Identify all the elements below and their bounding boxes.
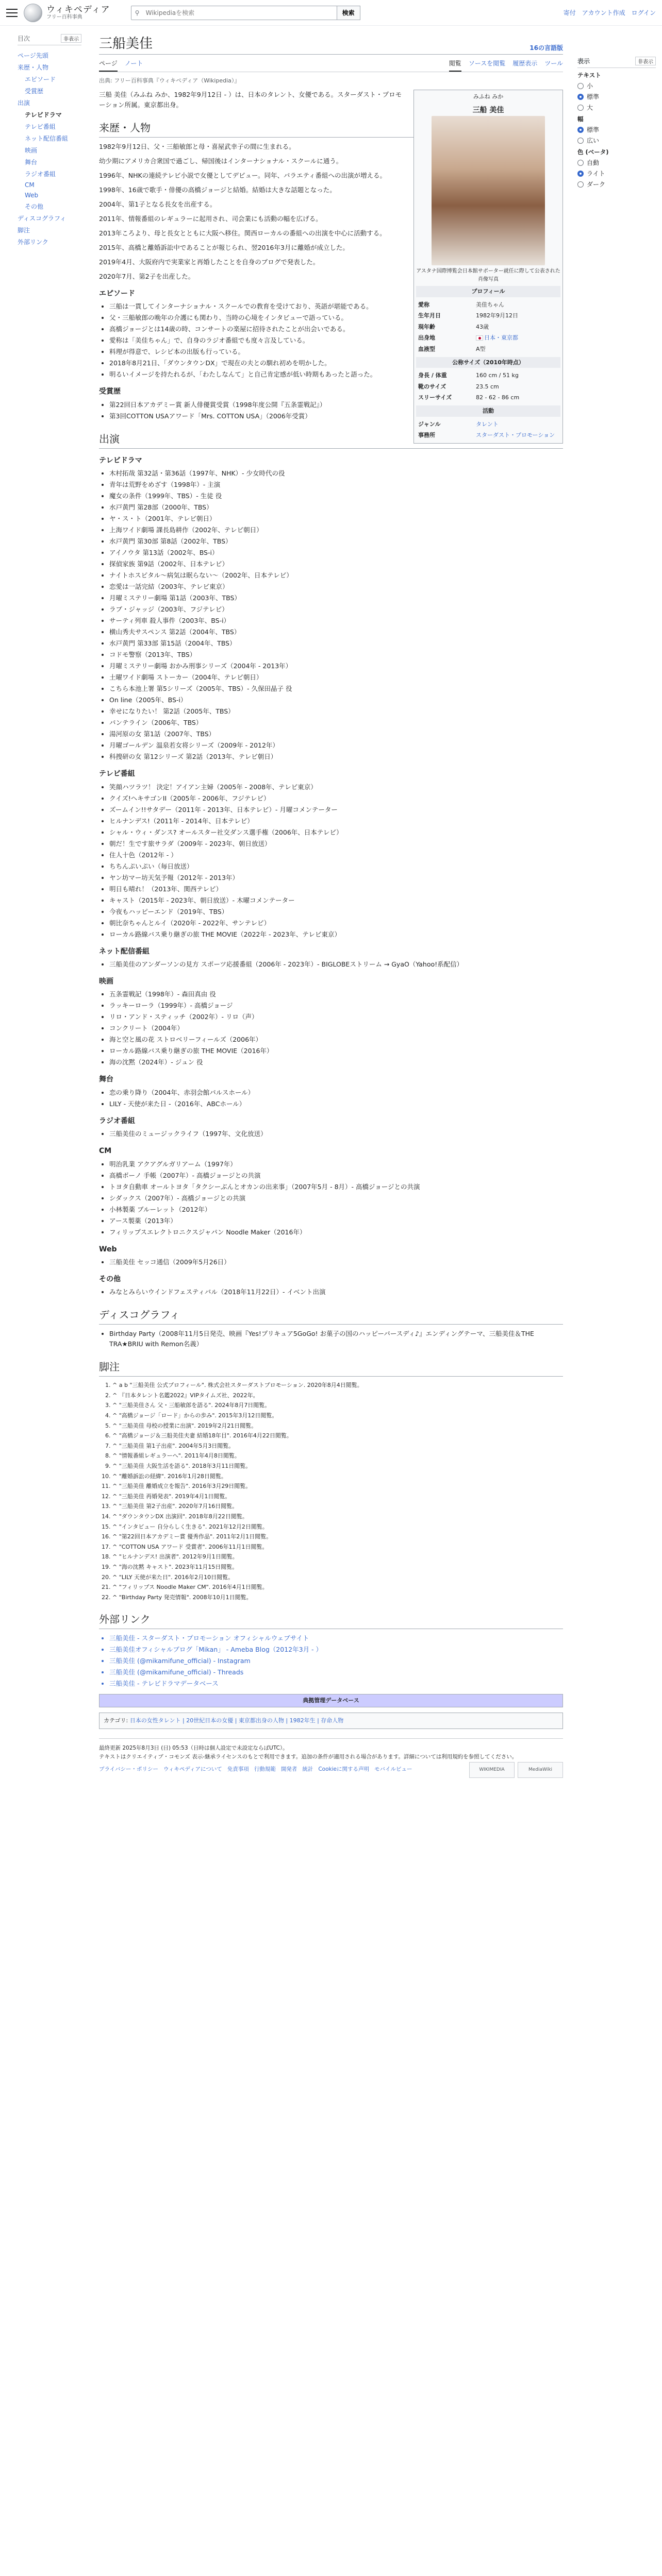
infobox-size-table: 身長 / 体重 160 cm / 51 kg 靴のサイズ 23.5 cm スリーサイズ 82 - 62 - 86 cm <box>418 372 520 401</box>
net-list <box>109 959 563 970</box>
web-item: • 三船美佳 セッコ通信（2009年5月26日） <box>109 1257 563 1267</box>
heading-discography: ディスコグラフィ <box>99 1307 563 1325</box>
wikimedia-badge[interactable]: WIKIMEDIA <box>469 1762 515 1778</box>
links-item[interactable]: • 三船美佳 - スターダスト・プロモーション オフィシャルウェブサイト <box>109 1633 563 1643</box>
footer <box>99 1738 563 1784</box>
toc-item[interactable]: 受賞歴 <box>25 88 44 95</box>
infobox-profile-table: 愛称 美佳ちゃん 生年月日 1982年9月12日 現年齢 43歳 出身地 日本・東京都 血液型 A型 <box>418 301 518 352</box>
drama-item: • 水戸黄門 第28部（2000年、TBS） <box>109 502 563 513</box>
toc-heading: 目次 <box>18 35 30 42</box>
drama-item: • 土曜ワイド劇場 ストーカー（2004年、テレビ朝日） <box>109 672 563 683</box>
tab-view-source[interactable]: ソースを閲覧 <box>468 60 506 67</box>
tv-item: • ローカル路線バス乗り継ぎの旅 THE MOVIE（2022年 - 2023年、テレビ東京） <box>109 929 563 940</box>
links-item[interactable]: • 三船美佳 - テレビドラマデータベース <box>109 1679 563 1689</box>
text-size-small[interactable]: 小 <box>577 81 656 90</box>
main-menu-icon[interactable] <box>6 9 18 17</box>
biography-paragraph: 1996年、NHKの連続テレビ小説で女優としてデビュー。同年、バラエティ番組への出演が増える。 <box>99 172 387 179</box>
last-edit: 最終更新 2025年8月3日 (日) 05:53（日時は個人設定で未設定ならばUTC）。 <box>99 1744 288 1751</box>
drama-item: • こちら本池上署 第5シリーズ（2005年、TBS）- 久保田晶子 役 <box>109 684 563 694</box>
drama-item: • ナイトホスピタル〜病気は眠らない〜（2002年、日本テレビ） <box>109 570 563 581</box>
toc-item[interactable]: テレビドラマ <box>25 111 62 118</box>
article-body <box>99 90 563 1729</box>
tv-item: • ヒルナンデス!（2011年 - 2014年、日本テレビ） <box>109 816 563 826</box>
infobox-section-profile: プロフィール <box>416 286 560 297</box>
tv-item: • 朝だ！生です旅サラダ（2009年 - 2023年、朝日放送） <box>109 839 563 849</box>
infobox-section-activity: 活動 <box>416 405 560 417</box>
notes-item: 5. ^ "三船美佳 母校の授業に出演". 2019年2月21日閲覧。 <box>112 1421 563 1431</box>
width-label: 幅 <box>577 115 584 123</box>
tv-item: • ちちんぷいぷい（毎日放送） <box>109 861 563 872</box>
notes-item: 22. ^ "Birthday Party 発売情報". 2008年10月1日閲覧。 <box>112 1593 563 1602</box>
stage-item: • LILY - 天使が来た日 -（2016年、ABCホール） <box>109 1099 563 1109</box>
cm-item: • アース製薬（2013年） <box>109 1216 563 1226</box>
toc-item[interactable]: ページ先頭 <box>18 52 48 59</box>
film-item: • ローカル路線バス乗り継ぎの旅 THE MOVIE（2016年） <box>109 1046 563 1056</box>
infobox-reading: みふね みか <box>473 93 504 100</box>
episodes-item: • 明るいイメージを持たれるが、「わたしなんて」と自己肯定感が低い時期もあったと語った。 <box>109 369 563 380</box>
drama-item: • 幸せになりたい！ 第2話（2005年、TBS） <box>109 706 563 717</box>
footer-link[interactable]: 開発者 <box>280 1766 297 1773</box>
text-size-standard[interactable]: 標準 <box>577 92 656 101</box>
width-wide[interactable]: 広い <box>577 136 656 145</box>
tab-page[interactable]: ページ <box>99 56 118 72</box>
footer-link[interactable]: Cookieに関する声明 <box>318 1766 369 1773</box>
heading-radio: ラジオ番組 <box>99 1116 135 1125</box>
table-of-contents <box>0 26 88 1729</box>
japan-flag-icon <box>476 335 483 341</box>
infobox-name: 三船 美佳 <box>472 106 504 114</box>
tab-talk[interactable]: ノート <box>124 60 143 67</box>
episodes-item: • 三船は一貫してインターナショナル・スクールでの教育を受けており、英語が堪能である。 <box>109 301 563 312</box>
color-dark[interactable]: ダーク <box>577 180 656 189</box>
appearance-hide-button[interactable]: 非表示 <box>635 57 656 65</box>
film-list <box>109 989 563 1067</box>
color-light[interactable]: ライト <box>577 169 656 178</box>
drama-item: • ヤ・ス・ト（2001年、テレビ朝日） <box>109 514 563 524</box>
cm-item: • 高橋ボーノ 手帳（2007年）- 高橋ジョージとの共演 <box>109 1171 563 1181</box>
drama-item: • 月曜ミステリー劇場 おかみ刑事シリーズ（2004年 - 2013年） <box>109 661 563 671</box>
tv-item: • シャル・ウィ・ダンス? オールスター社交ダンス選手権（2006年、日本テレビ） <box>109 827 563 838</box>
drama-list <box>109 468 563 762</box>
film-item: • ラッキーローラ（1999年）- 高橋ジョージ <box>109 1001 563 1011</box>
header <box>0 0 662 26</box>
biography-paragraph: 2015年、高橋と離婚訴訟中であることが報じられ、翌2016年3月に離婚が成立した。 <box>99 244 349 251</box>
biography-paragraph: 幼少期にアメリカ合衆国で過ごし、帰国後はインターナショナル・スクールに通う。 <box>99 157 343 165</box>
episodes-item: • 愛称は「美佳ちゃん」で、自身のラジオ番組でも度々言及している。 <box>109 335 563 346</box>
drama-item: • 魔女の条件（1999年、TBS）- 生徒 役 <box>109 491 563 501</box>
links-item[interactable]: • 三船美佳オフィシャルブログ「Mikan」 - Ameba Blog（2012年3月 - ） <box>109 1645 563 1655</box>
infobox-section-size: 公称サイズ（2010年時点） <box>416 357 560 368</box>
cm-item: • シダックス（2007年）- 高橋ジョージとの共演 <box>109 1193 563 1204</box>
intro-paragraph: 三船 美佳（みふね みか、1982年9月12日 - ）は、日本のタレント、女優である。スターダスト・プロモーション所属。東京都出身。 <box>99 91 402 109</box>
language-button[interactable]: 16の言語版 <box>529 44 563 52</box>
drama-item: • 木村拓哉 第32話・第36話（1997年、NHK）- 少女時代の役 <box>109 468 563 479</box>
toc-item[interactable]: ネット配信番組 <box>25 135 69 142</box>
toc-item[interactable]: 出演 <box>18 99 30 107</box>
drama-item: • 水戸黄門 第30部 第8話（2002年、TBS） <box>109 536 563 547</box>
biography-paragraph: 2020年7月、第2子を出産した。 <box>99 273 195 280</box>
tv-item: • ヤン坊マー坊天気予報（2012年 - 2013年） <box>109 873 563 883</box>
drama-item: • アイノウタ 第13話（2002年、BS-i） <box>109 548 563 558</box>
notes-item: 6. ^ "高橋ジョージ＆三船美佳夫妻 結婚18年目". 2016年4月22日閲覧。 <box>112 1431 563 1440</box>
episodes-item: • 料理が得意で、レシピ本の出版も行っている。 <box>109 347 563 357</box>
drama-item: • 水戸黄門 第33部 第15話（2004年、TBS） <box>109 638 563 649</box>
width-standard[interactable]: 標準 <box>577 125 656 134</box>
toc-item[interactable]: ディスコグラフィ <box>18 215 67 222</box>
tv-item: • クイズ!ヘキサゴンII（2005年 - 2006年、フジテレビ） <box>109 793 563 804</box>
source-line: 出典: フリー百科事典『ウィキペディア（Wikipedia）』 <box>99 77 240 84</box>
heading-notes: 脚注 <box>99 1359 563 1377</box>
toc-hide-button[interactable]: 非表示 <box>61 34 81 43</box>
cm-item: • トヨタ自動車 オールトヨタ「タクシーぶんとオカンの出来事」（2007年5月 - 8月）- 高橋ジョージとの共演 <box>109 1182 563 1192</box>
notes-item: 11. ^ "三船美佳 離婚成立を報告". 2016年3月29日閲覧。 <box>112 1482 563 1491</box>
biography-paragraph: 1998年、16歳で歌手・俳優の高橋ジョージと結婚。結婚は大きな話題となった。 <box>99 186 336 194</box>
notes-item: 10. ^ "離婚訴訟の経緯". 2016年1月28日閲覧。 <box>112 1472 563 1481</box>
toc-item[interactable]: 映画 <box>25 147 38 154</box>
toc-item[interactable]: ラジオ番組 <box>25 171 56 178</box>
awards-item: • 第22回日本アカデミー賞 新人俳優賞受賞（1998年度公開『五条霊戦記』） <box>109 400 563 410</box>
drama-item: • 月曜ミステリー劇場 第1話（2003年、TBS） <box>109 593 563 603</box>
license-text: テキストはクリエイティブ・コモンズ 表示-継承ライセンスのもとで利用できます。追加の条件が適用される場合があります。詳細については利用規約を参照してください。 <box>99 1754 518 1760</box>
drama-item: • 恋愛は一話完結（2003年、テレビ東京） <box>109 582 563 592</box>
notes-item: 9. ^ "三船美佳 大阪生活を語る". 2018年3月11日閲覧。 <box>112 1462 563 1471</box>
heading-other: その他 <box>99 1275 121 1283</box>
disco-item: • Birthday Party（2008年11月5日発売、映画『Yes!プリキュア5GoGo! お菓子の国のハッピーバースディ♪』エンディングテーマ、三船美佳＆THE TRA★BRIU with Remon名義） <box>109 1329 563 1349</box>
notes-item: 17. ^ "COTTON USA アワード 受賞者". 2006年11月1日閲覧。 <box>112 1543 563 1552</box>
drama-item: • 湯河原の女 第1話（2007年、TBS） <box>109 729 563 739</box>
drama-item: • On line（2005年、BS-i） <box>109 695 563 705</box>
cm-item: • 明治乳業 アクアグルガリアーム（1997年） <box>109 1159 563 1170</box>
notes-item: 15. ^ "インタビュー 自分らしく生きる". 2021年12月2日閲覧。 <box>112 1522 563 1532</box>
heading-film: 映画 <box>99 977 113 986</box>
tab-tools[interactable]: ツール <box>544 60 563 67</box>
notes-item: 12. ^ "三船美佳 再婚発表". 2019年4月1日閲覧。 <box>112 1492 563 1501</box>
radio-list <box>109 1129 563 1139</box>
notes-item: 3. ^ "三船美佳さん 父・三船敏郎を語る". 2024年8月7日閲覧。 <box>112 1401 563 1410</box>
discography-list <box>109 1329 563 1349</box>
film-item: • リロ・アンド・スティッチ（2002年）- リロ（声） <box>109 1012 563 1022</box>
biography-paragraph: 2013年ころより、母と長女とともに大阪へ移住。関西ローカルの番組への出演を中心に活動する。 <box>99 229 386 237</box>
heading-biography: 来歴・人物 <box>99 120 563 138</box>
heading-appearances: 出演 <box>99 431 563 449</box>
heading-cm: CM <box>99 1147 112 1156</box>
film-item: • 海の沈黙（2024年）- ジュン 役 <box>109 1057 563 1067</box>
notes-item: 7. ^ "三船美佳 第1子出産". 2004年5月3日閲覧。 <box>112 1442 563 1451</box>
notes-item: 14. ^ "ダウンタウンDX 出演回". 2018年8月22日閲覧。 <box>112 1512 563 1521</box>
page-tabs <box>99 56 563 72</box>
drama-item: • ラブ・ジャッジ（2003年、フジテレビ） <box>109 604 563 615</box>
tab-history[interactable]: 履歴表示 <box>512 60 538 67</box>
create-account-link[interactable]: アカウント作成 <box>582 9 625 16</box>
tab-read[interactable]: 閲覧 <box>449 56 461 72</box>
authority-control-navbox: 典拠管理データベース <box>99 1694 563 1707</box>
notes-item: 19. ^ "海の沈黙 キャスト". 2023年11月15日閲覧。 <box>112 1563 563 1572</box>
drama-item: • 月曜ゴールデン 温泉若女将シリーズ（2009年 - 2012年） <box>109 740 563 751</box>
text-size-label: テキスト <box>577 72 601 79</box>
footer-link[interactable]: ウィキペディアについて <box>163 1766 222 1773</box>
notes-item: 1. ^ a b "三船美佳 公式プロフィール". 株式会社スターダストプロモーション. 2020年8月4日閲覧。 <box>112 1381 563 1390</box>
toc-item[interactable]: 舞台 <box>25 159 38 166</box>
film-item: • コンクリート（2004年） <box>109 1023 563 1033</box>
biography-paragraph: 2004年、第1子となる長女を出産する。 <box>99 200 217 208</box>
tv-item: • 朝比奈ちゃんとルイ（2020年 - 2022年、サンテレビ） <box>109 918 563 928</box>
drama-item: • 横山秀夫サスペンス 第2話（2004年、TBS） <box>109 627 563 637</box>
notes-item: 20. ^ "LILY 天使が来た日". 2016年2月10日閲覧。 <box>112 1573 563 1582</box>
page-title: 三船美佳 <box>99 36 153 52</box>
footer-link[interactable]: 統計 <box>302 1766 313 1773</box>
drama-item: • コドモ警察（2013年、TBS） <box>109 650 563 660</box>
toc-item[interactable]: Web <box>25 192 39 199</box>
color-auto[interactable]: 自動 <box>577 158 656 167</box>
login-link[interactable]: ログイン <box>631 9 656 16</box>
heading-external-links: 外部リンク <box>99 1611 563 1629</box>
tv-item: • ズームイン!!サタデー（2011年 - 2013年、日本テレビ）- 月曜コメンテーター <box>109 805 563 815</box>
search-form <box>131 6 360 20</box>
heading-stage: 舞台 <box>99 1075 113 1084</box>
heading-tv: テレビ番組 <box>99 770 135 778</box>
footer-link[interactable]: モバイルビュー <box>374 1766 412 1773</box>
toc-item[interactable]: 脚注 <box>18 227 30 234</box>
logo-subtitle: フリー百科事典 <box>46 14 82 21</box>
drama-item: • サーティ列車 殺人事件（2003年、BS-i） <box>109 616 563 626</box>
episodes-item: • 父・三船敏郎の晩年の介護にも関わり、当時の心境をインタビューで語っている。 <box>109 313 563 323</box>
appearance-panel <box>572 26 662 1729</box>
mediawiki-badge[interactable]: MediaWiki <box>518 1762 563 1778</box>
site-logo[interactable] <box>24 4 110 22</box>
infobox <box>413 90 563 444</box>
notes-item: 16. ^ "第22回日本アカデミー賞 優秀作品". 2011年2月1日閲覧。 <box>112 1532 563 1541</box>
notes-item: 18. ^ "ヒルナンデス! 出演者". 2012年9月1日閲覧。 <box>112 1552 563 1562</box>
biography-paragraph: 2011年、情報番組のレギュラーに起用され、司会業にも活動の幅を広げる。 <box>99 215 322 223</box>
external-links-list <box>109 1633 563 1689</box>
film-item: • 五条霊戦記（1998年）- 森田真由 役 <box>109 989 563 999</box>
footer-link[interactable]: 行動規範 <box>254 1766 276 1773</box>
radio-item: • 三船美佳のミュージックライフ（1997年、文化放送） <box>109 1129 563 1139</box>
drama-item: • バンテライン（2006年、TBS） <box>109 718 563 728</box>
tv-item: • キャスト（2015年 - 2023年、朝日放送）- 木曜コメンテーター <box>109 895 563 906</box>
toc-item[interactable]: 外部リンク <box>18 239 48 246</box>
footnotes-list <box>112 1381 563 1602</box>
infobox-activity-table: ジャンル タレント 事務所 スターダスト・プロモーション <box>418 420 555 439</box>
portrait-photo[interactable] <box>432 116 545 265</box>
stage-item: • 恋の乗り降り（2004年、赤羽会館パルスホール） <box>109 1088 563 1098</box>
episodes-item: • 2018年8月21日、「ダウンタウンDX」で現在の夫との馴れ初めを明かした。 <box>109 358 563 368</box>
drama-item: • 上海ワイド劇場 課長島耕作（2002年、テレビ朝日） <box>109 525 563 535</box>
stage-list <box>109 1088 563 1109</box>
notes-item: 2. ^ 『日本タレント名鑑2022』VIPタイムズ社、2022年。 <box>112 1391 563 1400</box>
toc-item[interactable]: その他 <box>25 203 44 210</box>
search-icon: ⚲ <box>135 9 140 16</box>
links-item[interactable]: • 三船美佳 (@mikamifune_official) - Instagram <box>109 1656 563 1666</box>
heading-web: Web <box>99 1245 117 1253</box>
search-button[interactable]: 検索 <box>337 6 360 20</box>
toc-item[interactable]: CM <box>25 181 35 189</box>
donate-link[interactable]: 寄付 <box>563 9 576 16</box>
footer-link[interactable]: プライバシー・ポリシー <box>99 1766 158 1773</box>
tv-item: • 住人十色（2012年 - ） <box>109 850 563 860</box>
heading-drama: テレビドラマ <box>99 456 142 465</box>
toc-item[interactable]: 来歴・人物 <box>18 64 49 71</box>
heading-awards: 受賞歴 <box>99 387 121 396</box>
user-links <box>564 8 656 17</box>
wikipedia-globe-icon <box>24 4 42 22</box>
drama-item: • 青年は荒野をめざす（1998年）- 主演 <box>109 480 563 490</box>
cm-item: • フィリップスエレクトロニクスジャパン Noodle Maker（2016年） <box>109 1227 563 1238</box>
photo-caption: アスタナ国際博覧会日本館サポーター就任に際して公表された肖像写真 <box>416 268 560 282</box>
other-item: • みなとみらいウインドフェスティバル（2018年11月22日）- イベント出演 <box>109 1287 563 1297</box>
toc-item[interactable]: エピソード <box>25 76 56 83</box>
tv-item: • 明日も晴れ！（2013年、関西テレビ） <box>109 884 563 894</box>
drama-item: • 科捜研の女 第12シリーズ 第2話（2013年、テレビ朝日） <box>109 752 563 762</box>
notes-item: 13. ^ "三船美佳 第2子出産". 2020年7月16日閲覧。 <box>112 1502 563 1511</box>
biography-paragraph: 1982年9月12日、父・三船敏郎と母・喜屋武幸子の間に生まれる。 <box>99 143 295 150</box>
heading-net: ネット配信番組 <box>99 947 150 956</box>
main-content <box>88 26 572 1729</box>
category-links: カテゴリ: 日本の女性タレント | 20世紀日本の女優 | 東京都出身の人物 | 1982年生 | 存命人物 <box>99 1713 563 1729</box>
tv-list <box>109 782 563 940</box>
awards-item: • 第3回COTTON USAアワード「Mrs. COTTON USA」（2006年受賞） <box>109 411 563 421</box>
toc-list <box>18 49 81 248</box>
text-size-large[interactable]: 大 <box>577 103 656 112</box>
tv-item: • 今夜もハッピーエンド（2019年、TBS） <box>109 907 563 917</box>
notes-item: 8. ^ "情報番組レギュラーへ". 2011年4月8日閲覧。 <box>112 1451 563 1461</box>
web-list <box>109 1257 563 1267</box>
tv-item: • 笑顔ハツラツ！ 決定！アイアン主婦（2005年 - 2008年、テレビ東京） <box>109 782 563 792</box>
logo-title: ウィキペディア <box>46 4 110 15</box>
cm-list <box>109 1159 563 1238</box>
film-item: • 海と空と風の花 ストロベリーフィールズ（2006年） <box>109 1035 563 1045</box>
drama-item: • 探偵家族 第9話（2002年、日本テレビ） <box>109 559 563 569</box>
net-item: • 三船美佳のアンダーソンの見方 スポーツ応援番組（2006年 - 2023年）- BIGLOBEストリーム → GyaO（Yahoo!系配信） <box>109 959 563 970</box>
heading-episodes: エピソード <box>99 290 135 298</box>
search-input[interactable] <box>131 6 337 20</box>
color-label: 色 (ベータ) <box>577 148 609 156</box>
notes-item: 21. ^ "フィリップス Noodle Maker CM". 2016年4月1日閲覧。 <box>112 1583 563 1592</box>
footer-link[interactable]: 免責事項 <box>227 1766 249 1773</box>
biography-paragraph: 2019年4月、大阪府内で実業家と再婚したことを自身のブログで発表した。 <box>99 258 320 266</box>
cm-item: • 小林製薬 ブルーレット（2012年） <box>109 1205 563 1215</box>
notes-item: 4. ^ "高橋ジョージ「ロード」からの歩み". 2015年3月12日閲覧。 <box>112 1411 563 1420</box>
other-list <box>109 1287 563 1297</box>
links-item[interactable]: • 三船美佳 (@mikamifune_official) - Threads <box>109 1667 563 1677</box>
toc-item[interactable]: テレビ番組 <box>25 123 56 130</box>
appearance-heading: 表示 <box>577 58 590 65</box>
episodes-item: • 高橋ジョージとは14歳の時、コンサートの楽屋に招待されたことが出会いである。 <box>109 324 563 334</box>
